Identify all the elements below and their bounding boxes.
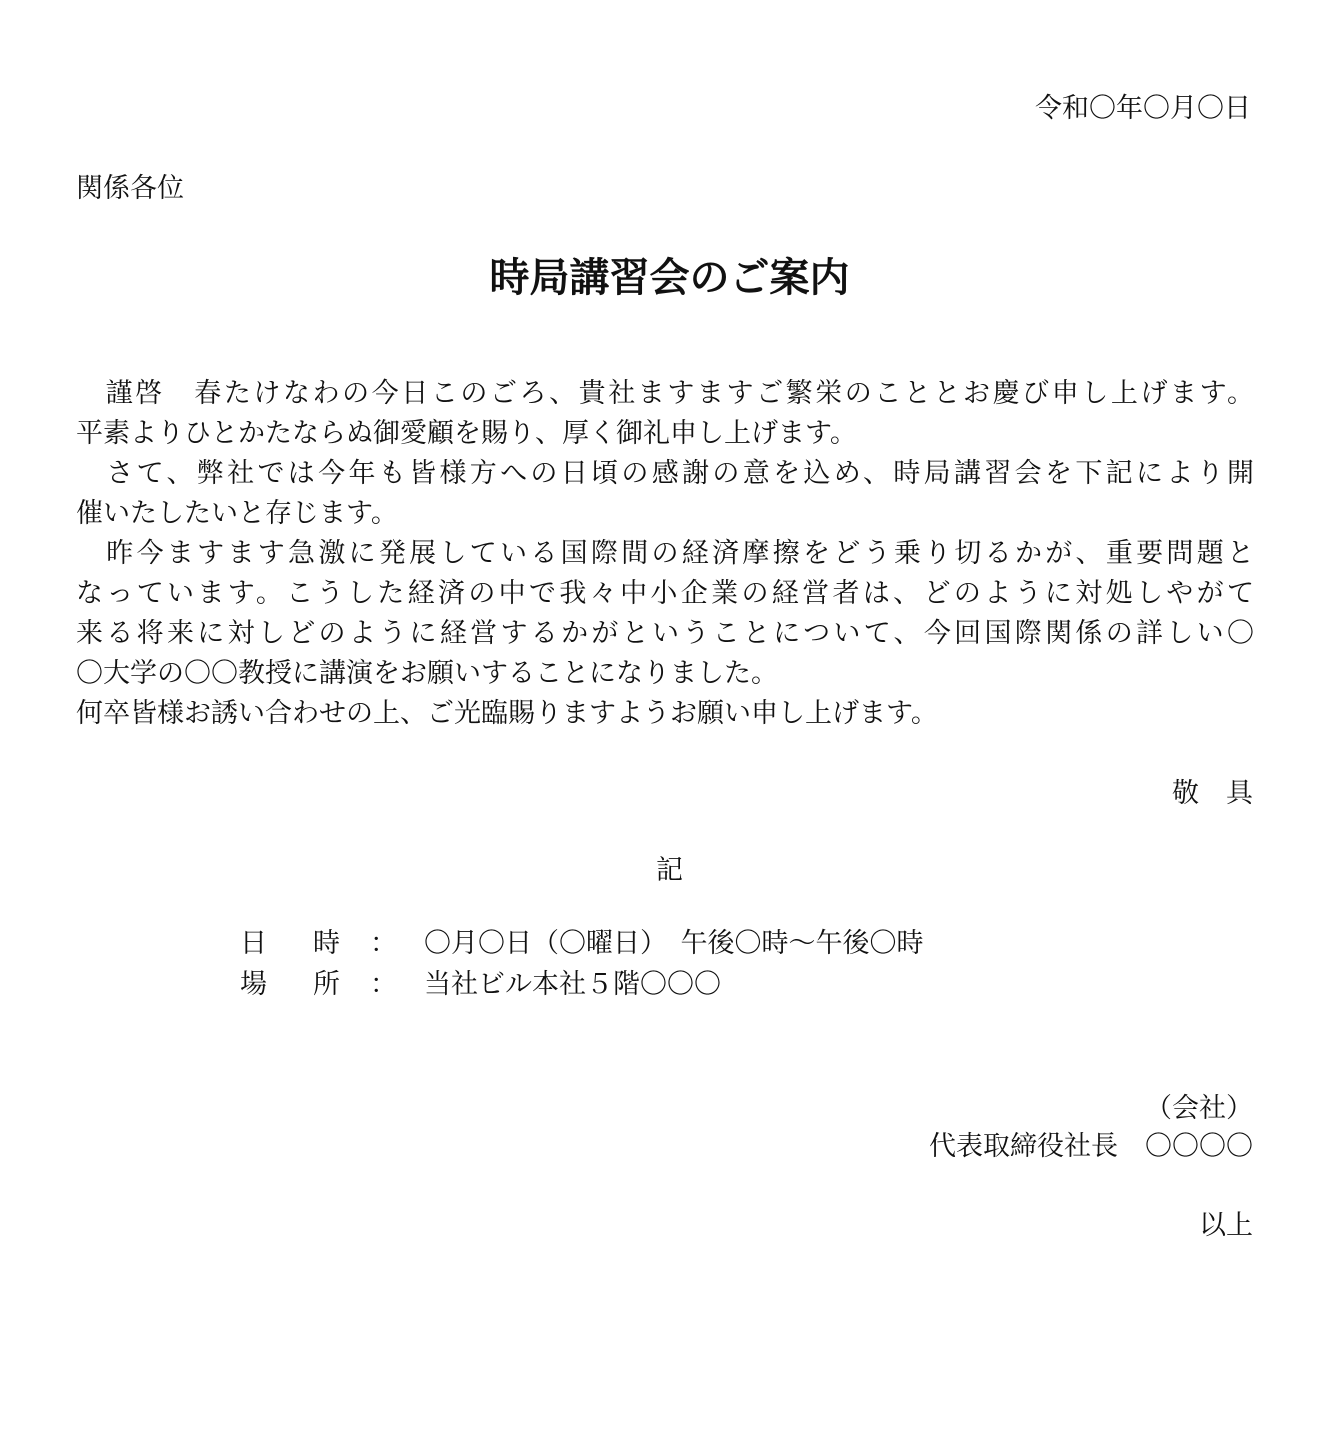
body-line: なっています。こうした経済の中で我々中小企業の経営者は、どのように対処しやがて	[76, 578, 1254, 609]
document-title: 時局講習会のご案内	[489, 254, 850, 301]
body-line: 〇大学の〇〇教授に講演をお願いすることになりました。	[76, 658, 778, 689]
signer-name: 代表取締役社長 〇〇〇〇	[929, 1131, 1253, 1162]
closing-phrase: 敬 具	[1172, 778, 1253, 809]
body-line: 昨今ますます急激に発展している国際間の経済摩擦をどう乗り切るかが、重要問題と	[76, 538, 1254, 569]
body-line: 催いたしたいと存じます。	[76, 498, 398, 529]
body-line: 来る将来に対しどのように経営するかがということについて、今回国際関係の詳しい〇	[76, 618, 1254, 649]
ki-heading: 記	[656, 855, 683, 886]
detail-value: 当社ビル本社５階〇〇〇	[424, 969, 721, 1000]
addressee: 関係各位	[76, 173, 184, 204]
letter-body	[76, 374, 1254, 734]
detail-label: 場所	[240, 969, 340, 1000]
body-line: 謹啓 春たけなわの今日このごろ、貴社ますますご繁栄のこととお慶び申し上げます。	[76, 378, 1254, 409]
detail-colon: ：	[370, 969, 397, 1000]
detail-label: 日時	[240, 928, 340, 959]
body-line: 平素よりひとかたならぬ御愛顧を賜り、厚く御礼申し上げます。	[76, 418, 857, 449]
company-name: （会社）	[1145, 1093, 1253, 1124]
end-mark: 以上	[1199, 1210, 1253, 1241]
body-line: 何卒皆様お誘い合わせの上、ご光臨賜りますようお願い申し上げます。	[76, 698, 938, 729]
document-date: 令和〇年〇月〇日	[1035, 93, 1251, 124]
body-line: さて、弊社では今年も皆様方への日頃の感謝の意を込め、時局講習会を下記により開	[76, 458, 1254, 489]
detail-colon: ：	[370, 928, 397, 959]
detail-value: 〇月〇日（〇曜日） 午後〇時～午後〇時	[424, 928, 924, 959]
